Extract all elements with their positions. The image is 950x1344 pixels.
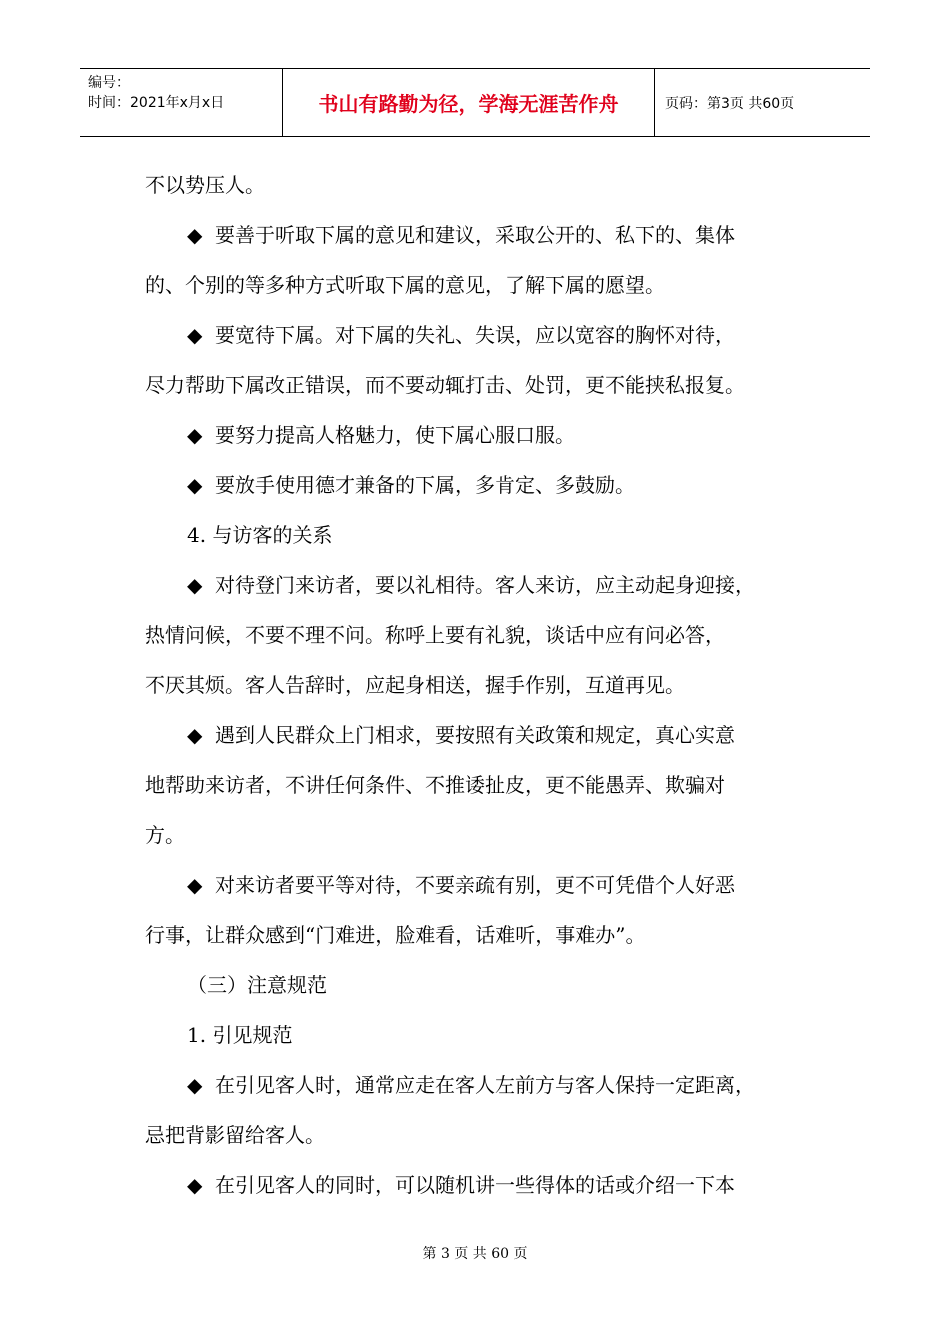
section-heading: 4. 与访客的关系 bbox=[187, 523, 333, 547]
diamond-bullet-icon: ◆ bbox=[187, 723, 203, 747]
bullet-text: 在引见客人的同时，可以随机讲一些得体的话或介绍一下本 bbox=[215, 1173, 735, 1197]
bullet-text: 要放手使用德才兼备的下属，多肯定、多鼓励。 bbox=[215, 473, 635, 497]
time-label: 时间：2021年x月x日 bbox=[88, 95, 225, 111]
header-motto: 书山有路勤为径，学海无涯苦作舟 bbox=[283, 69, 655, 136]
diamond-bullet-icon: ◆ bbox=[187, 223, 203, 247]
bullet-line bbox=[145, 560, 810, 610]
bullet-text: 在引见客人时，通常应走在客人左前方与客人保持一定距离， bbox=[215, 1073, 755, 1097]
section-heading: 1. 引见规范 bbox=[187, 1023, 293, 1047]
text-line: 不厌其烦。客人告辞时，应起身相送，握手作别，互道再见。 bbox=[145, 673, 685, 697]
text-line: 方。 bbox=[145, 823, 185, 847]
bullet-text: 对待登门来访者，要以礼相待。客人来访，应主动起身迎接， bbox=[215, 573, 755, 597]
diamond-bullet-icon: ◆ bbox=[187, 423, 203, 447]
header-meta bbox=[80, 69, 283, 136]
text-line: 忌把背影留给客人。 bbox=[145, 1123, 325, 1147]
page-footer: 第 3 页 共 60 页 bbox=[422, 1246, 528, 1262]
bullet-line bbox=[145, 860, 810, 910]
diamond-bullet-icon: ◆ bbox=[187, 323, 203, 347]
bullet-text: 要宽待下属。对下属的失礼、失误，应以宽容的胸怀对待， bbox=[215, 323, 735, 347]
text-line: 的、个别的等多种方式听取下属的意见，了解下属的愿望。 bbox=[145, 273, 665, 297]
document-body bbox=[145, 160, 810, 1210]
diamond-bullet-icon: ◆ bbox=[187, 1173, 203, 1197]
text-line: 行事，让群众感到“门难进，脸难看，话难听，事难办”。 bbox=[145, 923, 646, 947]
bullet-text: 要努力提高人格魅力，使下属心服口服。 bbox=[215, 423, 575, 447]
text-line: 地帮助来访者，不讲任何条件、不推诿扯皮，更不能愚弄、欺骗对 bbox=[145, 773, 725, 797]
text-line: 热情问候，不要不理不问。称呼上要有礼貌，谈话中应有问必答， bbox=[145, 623, 725, 647]
section-heading: （三）注意规范 bbox=[187, 973, 327, 997]
bullet-line bbox=[145, 1060, 810, 1110]
bullet-text: 遇到人民群众上门相求，要按照有关政策和规定，真心实意 bbox=[215, 723, 735, 747]
bullet-line bbox=[145, 460, 810, 510]
bullet-line bbox=[145, 210, 810, 260]
number-label: 编号： bbox=[88, 75, 130, 91]
bullet-line bbox=[145, 310, 810, 360]
diamond-bullet-icon: ◆ bbox=[187, 473, 203, 497]
bullet-line bbox=[145, 710, 810, 760]
text-line: 尽力帮助下属改正错误，而不要动辄打击、处罚，更不能挟私报复。 bbox=[145, 373, 745, 397]
bullet-line bbox=[145, 1160, 810, 1210]
header-page-info: 页码：第3页 共60页 bbox=[665, 95, 795, 112]
page-header bbox=[80, 68, 870, 137]
diamond-bullet-icon: ◆ bbox=[187, 573, 203, 597]
text-line: 不以势压人。 bbox=[145, 173, 265, 197]
bullet-text: 对来访者要平等对待，不要亲疏有别，更不可凭借个人好恶 bbox=[215, 873, 735, 897]
bullet-text: 要善于听取下属的意见和建议，采取公开的、私下的、集体 bbox=[215, 223, 735, 247]
diamond-bullet-icon: ◆ bbox=[187, 1073, 203, 1097]
bullet-line bbox=[145, 410, 810, 460]
diamond-bullet-icon: ◆ bbox=[187, 873, 203, 897]
